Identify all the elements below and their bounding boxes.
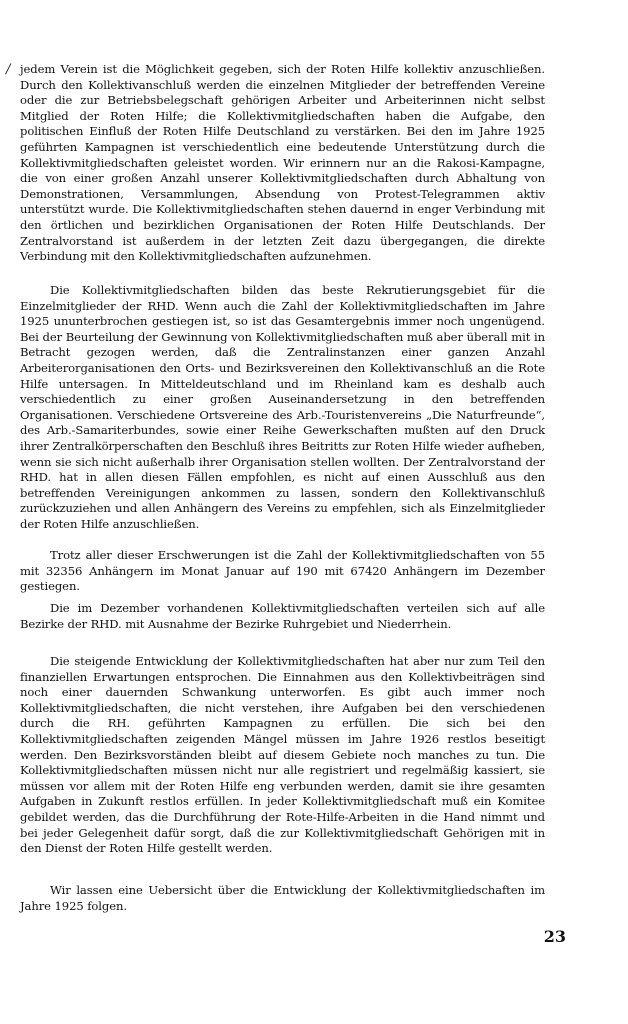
- paragraph-text: Die steigende Entwicklung der Kollektivmitgliedschaften hat aber nur zum Teil den finanziellen Erwartungen entsprochen. Die Einnahmen aus den Kollektivbeiträgen sind noch einer dauernden Schwankung unterworfen. Es gibt auch immer noch Kollektivmitgliedschaften, die nicht verstehen, ihre Aufgaben bei den verschiedenen durch die RH. geführten Kampagnen zu erfüllen. Die sich bei den Kollektivmitgliedschaften zeigenden Mängel müssen im Jahre 1926 restlos beseitigt werden. Den Bezirksvorständen bleibt auf diesem Gebiete noch manches zu tun. Die Kollektivmitgliedschaften müssen nicht nur alle registriert und regelmäßig kassiert, sie müssen vor allem mit der Roten Hilfe eng verbunden werden, damit sie ihre gesamten Aufgaben in Zukunft restlos erfüllen. In jeder Kollektivmitgliedschaft muß ein Komitee gebildet werden, das die Durchführung der Rote-Hilfe-Arbeiten in die Hand nimmt und bei jeder Gelegenheit dafür sorgt, daß die zur Kollektivmitgliedschaft Gehörigen mit in den Dienst der Roten Hilfe gestellt werden.: [20, 654, 545, 856]
- paragraph-collective-membership-intro: [20, 62, 545, 265]
- paragraph-membership-growth: [20, 548, 545, 595]
- paragraph-text: jedem Verein ist die Möglichkeit gegeben, sich der Roten Hilfe kollektiv anzuschließen. Durch den Kollektivanschluß werden die einzelnen Mitglieder der betreffenden Vereine oder die zur Betriebsbelegschaft gehörigen Arbeiter und Arbeiterinnen nicht selbst Mitglied der Roten Hilfe; die Kollektivmitgliedschaften haben die Aufgabe, den politischen Einfluß der Roten Hilfe Deutschland zu verstärken. Bei den im Jahre 1925 geführten Kampagnen ist verschiedentlich eine bedeutende Unterstützung durch die Kollektivmitgliedschaften geleistet worden. Wir erinnern nur an die Rakosi-Kampagne, die von einer großen Anzahl unserer Kollektivmitgliedschaften durch Abhaltung von Demonstrationen, Versammlungen, Absendung von Protest-Telegrammen aktiv unterstützt wurde. Die Kollektivmitgliedschaften stehen dauernd in enger Verbindung mit den örtlichen und bezirklichen Organisationen der Roten Hilfe Deutschlands. Der Zentralvorstand ist außerdem in der letzten Zeit dazu übergegangen, die direkte Verbindung mit den Kollektivmitgliedschaften aufzunehmen.: [20, 62, 545, 264]
- paragraph-text: Die im Dezember vorhandenen Kollektivmitgliedschaften verteilen sich auf alle Bezirke der RHD. mit Ausnahme der Bezirke Ruhrgebiet und Niederrhein.: [20, 601, 545, 631]
- paragraph-recruitment-area: [20, 283, 545, 533]
- paragraph-district-distribution: [20, 601, 545, 632]
- paragraph-overview-intro: [20, 883, 545, 914]
- page-number: 23: [543, 927, 566, 946]
- paragraph-text: Wir lassen eine Uebersicht über die Entwicklung der Kollektivmitgliedschaften im Jahre 1925 folgen.: [20, 883, 545, 913]
- paragraph-text: Die Kollektivmitgliedschaften bilden das beste Rekrutierungsgebiet für die Einzelmitglieder der RHD. Wenn auch die Zahl der Kollektivmitgliedschaften im Jahre 1925 ununterbrochen gestiegen ist, so ist das Gesamtergebnis immer noch ungenügend. Bei der Beurteilung der Gewinnung von Kollektivmitgliedschaften muß aber überall mit in Betracht gezogen werden, daß die Zentralinstanzen einer ganzen Anzahl Arbeiterorganisationen den Orts- und Bezirksvereinen den Kollektivanschluß an die Rote Hilfe untersagen. In Mitteldeutschland und im Rheinland kam es deshalb auch verschiedentlich zu einer großen Auseinandersetzung in den betreffenden Organisationen. Verschiedene Ortsvereine des Arb.-Touristenvereins „Die Naturfreunde“, des Arb.-Samariterbundes, sowie einer Reihe Gewerkschaften mußten auf den Druck ihrer Zentralkörperschaften den Beschluß ihres Beitritts zur Roten Hilfe wieder aufheben, wenn sie sich nicht außerhalb ihrer Organisation stellen wollten. Der Zentralvorstand der RHD. hat in allen diesen Fällen empfohlen, es nicht auf einen Ausschluß aus den betreffenden Vereinigungen ankommen zu lassen, sondern den Kollektivanschluß zurückzuziehen und allen Anhängern des Vereins zu empfehlen, sich als Einzelmitglieder der Roten Hilfe anzuschließen.: [20, 283, 545, 531]
- paragraph-text: Trotz aller dieser Erschwerungen ist die Zahl der Kollektivmitgliedschaften von 55 mit 32356 Anhängern im Monat Januar auf 190 mit 67420 Anhängern im Dezember gestiegen.: [20, 548, 545, 594]
- margin-mark: /: [6, 62, 11, 77]
- paragraph-financial-development: [20, 654, 545, 857]
